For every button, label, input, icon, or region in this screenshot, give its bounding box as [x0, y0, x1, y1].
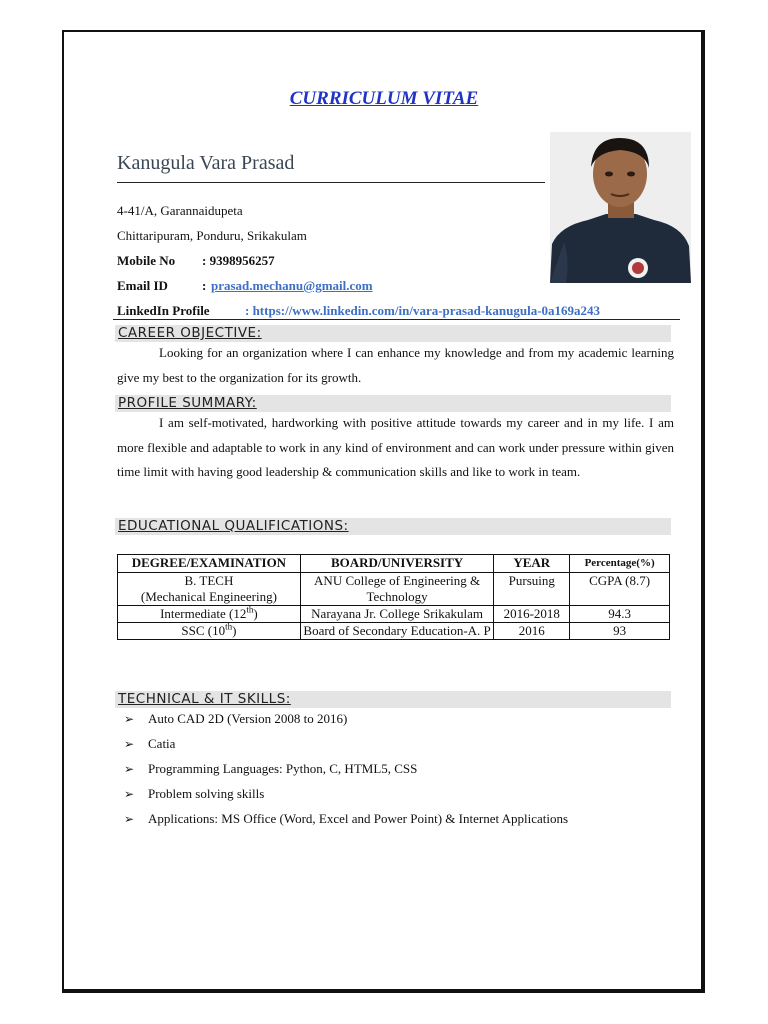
board-cell: Narayana Jr. College Srikakulam [300, 606, 494, 623]
header-board: BOARD/UNIVERSITY [300, 555, 494, 573]
education-header-row [118, 555, 670, 573]
contact-divider [113, 319, 680, 320]
list-item: ➢ Applications: MS Office (Word, Excel and Power Point) & Internet Applications [117, 809, 568, 834]
table-row [118, 573, 670, 606]
email-label: Email ID [117, 278, 168, 293]
linkedin-row [117, 303, 601, 319]
linkedin-link[interactable]: : https://www.linkedin.com/in/vara-prasad-kanugula-0a169a243 [245, 303, 601, 318]
year-cell: 2016-2018 [494, 606, 570, 623]
mobile-value: : 9398956257 [202, 253, 275, 268]
email-link[interactable]: prasad.mechanu@gmail.com [211, 278, 373, 293]
mobile-row [117, 253, 275, 269]
arrow-bullet-icon: ➢ [124, 812, 135, 826]
list-item: ➢ Programming Languages: Python, C, HTML5, CSS [117, 759, 568, 784]
mobile-label: Mobile No [117, 253, 176, 268]
profile-summary-text: I am self-motivated, hardworking with positive attitude towards my career and in my life. I am more flexible and adaptable to work in any kind of environment and can work under pressure within given time limit with having good leadership & communication skills and like to work in team. [117, 415, 674, 479]
year-cell: 2016 [494, 623, 570, 640]
profile-summary-heading: PROFILE SUMMARY: [115, 395, 671, 412]
education-table [117, 554, 670, 640]
arrow-bullet-icon: ➢ [124, 787, 135, 801]
email-row [117, 278, 373, 294]
arrow-bullet-icon: ➢ [124, 762, 135, 776]
arrow-bullet-icon: ➢ [124, 712, 135, 726]
board-cell: ANU College of Engineering & Technology [300, 573, 494, 606]
score-cell: 93 [570, 623, 670, 640]
profile-photo [550, 132, 691, 283]
header-degree: DEGREE/EXAMINATION [118, 555, 301, 573]
linkedin-label: LinkedIn Profile [117, 303, 210, 318]
board-cell: Board of Secondary Education-A. P [300, 623, 494, 640]
address-line-2: Chittaripuram, Ponduru, Srikakulam [117, 228, 307, 243]
table-row [118, 606, 670, 623]
score-cell: CGPA (8.7) [570, 573, 670, 606]
list-item: ➢ Catia [117, 734, 568, 759]
list-item: ➢ Auto CAD 2D (Version 2008 to 2016) [117, 709, 568, 734]
career-objective-text: Looking for an organization where I can enhance my knowledge and from my academic learning give my best to the organization for its growth. [117, 345, 674, 385]
candidate-name: Kanugula Vara Prasad [117, 152, 295, 174]
email-colon: : [202, 278, 210, 293]
header-percentage: Percentage(%) [570, 555, 670, 573]
address-line-1: 4-41/A, Garannaidupeta [117, 203, 243, 218]
list-item: ➢ Problem solving skills [117, 784, 568, 809]
score-cell: 94.3 [570, 606, 670, 623]
document-title: CURRICULUM VITAE [289, 88, 479, 109]
arrow-bullet-icon: ➢ [124, 737, 135, 751]
degree-cell: SSC (10th) [118, 623, 301, 640]
career-objective-heading: CAREER OBJECTIVE: [115, 325, 671, 342]
year-cell: Pursuing [494, 573, 570, 606]
skills-list [117, 709, 568, 834]
table-row [118, 623, 670, 640]
name-divider [117, 182, 545, 183]
person-portrait-icon [550, 132, 691, 283]
header-year: YEAR [494, 555, 570, 573]
skills-heading: TECHNICAL & IT SKILLS: [115, 691, 671, 708]
degree-cell: B. TECH (Mechanical Engineering) [118, 573, 301, 606]
degree-cell: Intermediate (12th) [118, 606, 301, 623]
education-heading: EDUCATIONAL QUALIFICATIONS: [115, 518, 671, 535]
